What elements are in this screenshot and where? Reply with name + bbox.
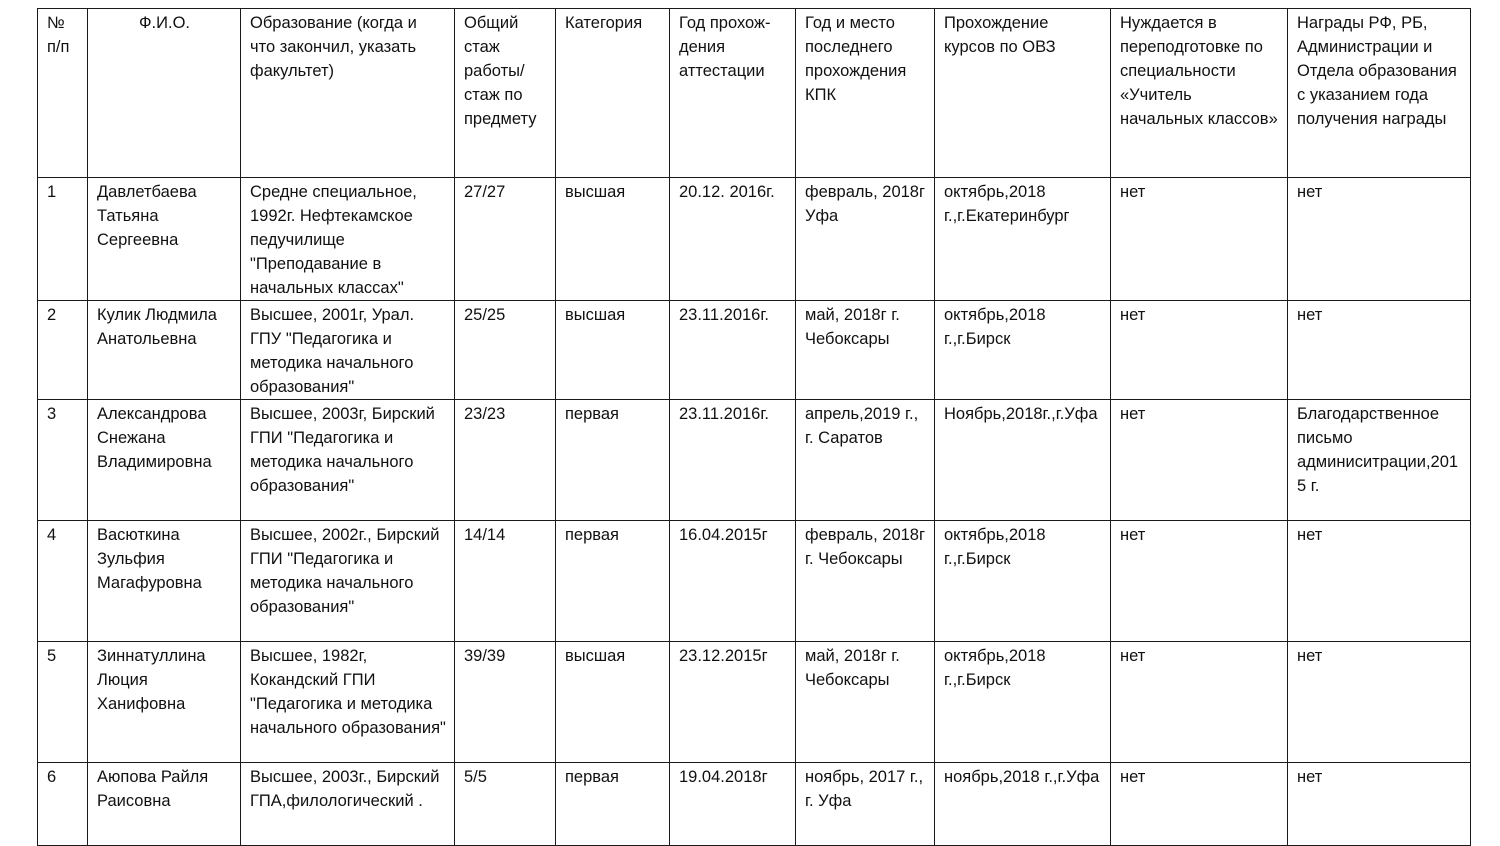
cell-awards: нет	[1288, 642, 1471, 763]
cell-number: 4	[38, 521, 88, 642]
cell-education: Высшее, 2001г, Урал. ГПУ "Педагогика и методика начального образования"	[241, 301, 455, 400]
cell-number: 2	[38, 301, 88, 400]
cell-category: высшая	[556, 178, 670, 301]
cell-kpk: февраль, 2018г г. Чебоксары	[796, 521, 935, 642]
header-number: № п/п	[38, 9, 88, 178]
cell-ovz-courses: ноябрь,2018 г.,г.Уфа	[935, 763, 1111, 846]
cell-full-name: Кулик Людмила Анатольевна	[88, 301, 241, 400]
cell-awards: нет	[1288, 178, 1471, 301]
table-row	[38, 301, 1471, 400]
cell-attestation-year: 23.12.2015г	[670, 642, 796, 763]
cell-education: Высшее, 1982г, Кокандский ГПИ "Педагогика и методика начального образования"	[241, 642, 455, 763]
cell-experience: 14/14	[455, 521, 556, 642]
cell-attestation-year: 23.11.2016г.	[670, 301, 796, 400]
cell-retraining: нет	[1111, 521, 1288, 642]
header-awards: Награды РФ, РБ, Администрации и Отдела образования с указанием года получения награды	[1288, 9, 1471, 178]
cell-ovz-courses: октябрь,2018 г.,г.Бирск	[935, 642, 1111, 763]
header-kpk: Год и место последнего прохождения КПК	[796, 9, 935, 178]
header-attestation-year: Год прохож-дения аттестации	[670, 9, 796, 178]
cell-number: 6	[38, 763, 88, 846]
cell-retraining: нет	[1111, 301, 1288, 400]
table-row	[38, 763, 1471, 846]
cell-attestation-year: 16.04.2015г	[670, 521, 796, 642]
header-category: Категория	[556, 9, 670, 178]
cell-full-name: Зиннатуллина Люция Ханифовна	[88, 642, 241, 763]
cell-retraining: нет	[1111, 763, 1288, 846]
header-education: Образование (когда и что закончил, указать факультет)	[241, 9, 455, 178]
cell-experience: 25/25	[455, 301, 556, 400]
cell-full-name: Васюткина Зульфия Магафуровна	[88, 521, 241, 642]
table-header-row	[38, 9, 1471, 178]
header-retraining: Нуждается в переподготовке по специальности «Учитель начальных классов»	[1111, 9, 1288, 178]
cell-kpk: май, 2018г г. Чебоксары	[796, 642, 935, 763]
cell-number: 3	[38, 400, 88, 521]
cell-experience: 39/39	[455, 642, 556, 763]
cell-attestation-year: 19.04.2018г	[670, 763, 796, 846]
cell-category: высшая	[556, 642, 670, 763]
cell-awards: нет	[1288, 301, 1471, 400]
cell-awards: нет	[1288, 521, 1471, 642]
cell-retraining: нет	[1111, 400, 1288, 521]
cell-number: 1	[38, 178, 88, 301]
cell-awards: нет	[1288, 763, 1471, 846]
table-row	[38, 642, 1471, 763]
table-row	[38, 400, 1471, 521]
cell-retraining: нет	[1111, 642, 1288, 763]
cell-education: Высшее, 2003г., Бирский ГПА,филологический .	[241, 763, 455, 846]
cell-category: первая	[556, 763, 670, 846]
cell-education: Высшее, 2003г, Бирский ГПИ "Педагогика и методика начального образования"	[241, 400, 455, 521]
cell-kpk: ноябрь, 2017 г., г. Уфа	[796, 763, 935, 846]
cell-experience: 23/23	[455, 400, 556, 521]
teachers-table	[37, 8, 1471, 846]
cell-full-name: Аюпова Райля Раисовна	[88, 763, 241, 846]
cell-category: первая	[556, 400, 670, 521]
cell-full-name: Александрова Снежана Владимировна	[88, 400, 241, 521]
table-row	[38, 521, 1471, 642]
cell-ovz-courses: Ноябрь,2018г.,г.Уфа	[935, 400, 1111, 521]
cell-experience: 5/5	[455, 763, 556, 846]
header-full-name: Ф.И.О.	[88, 9, 241, 178]
cell-education: Высшее, 2002г., Бирский ГПИ "Педагогика и методика начального образования"	[241, 521, 455, 642]
cell-kpk: май, 2018г г. Чебоксары	[796, 301, 935, 400]
cell-attestation-year: 20.12. 2016г.	[670, 178, 796, 301]
cell-full-name: Давлетбаева Татьяна Сергеевна	[88, 178, 241, 301]
cell-experience: 27/27	[455, 178, 556, 301]
cell-education: Средне специальное, 1992г. Нефтекамское педучилище "Преподавание в начальных классах"	[241, 178, 455, 301]
cell-awards: Благодарственное письмо админиситрации,2015 г.	[1288, 400, 1471, 521]
cell-ovz-courses: октябрь,2018 г.,г.Бирск	[935, 301, 1111, 400]
table-row	[38, 178, 1471, 301]
cell-number: 5	[38, 642, 88, 763]
cell-retraining: нет	[1111, 178, 1288, 301]
cell-kpk: апрель,2019 г., г. Саратов	[796, 400, 935, 521]
cell-ovz-courses: октябрь,2018 г.,г.Бирск	[935, 521, 1111, 642]
header-ovz-courses: Прохождение курсов по ОВЗ	[935, 9, 1111, 178]
cell-category: высшая	[556, 301, 670, 400]
header-experience: Общий стаж работы/ стаж по предмету	[455, 9, 556, 178]
cell-ovz-courses: октябрь,2018 г.,г.Екатеринбург	[935, 178, 1111, 301]
cell-kpk: февраль, 2018г Уфа	[796, 178, 935, 301]
cell-category: первая	[556, 521, 670, 642]
cell-attestation-year: 23.11.2016г.	[670, 400, 796, 521]
